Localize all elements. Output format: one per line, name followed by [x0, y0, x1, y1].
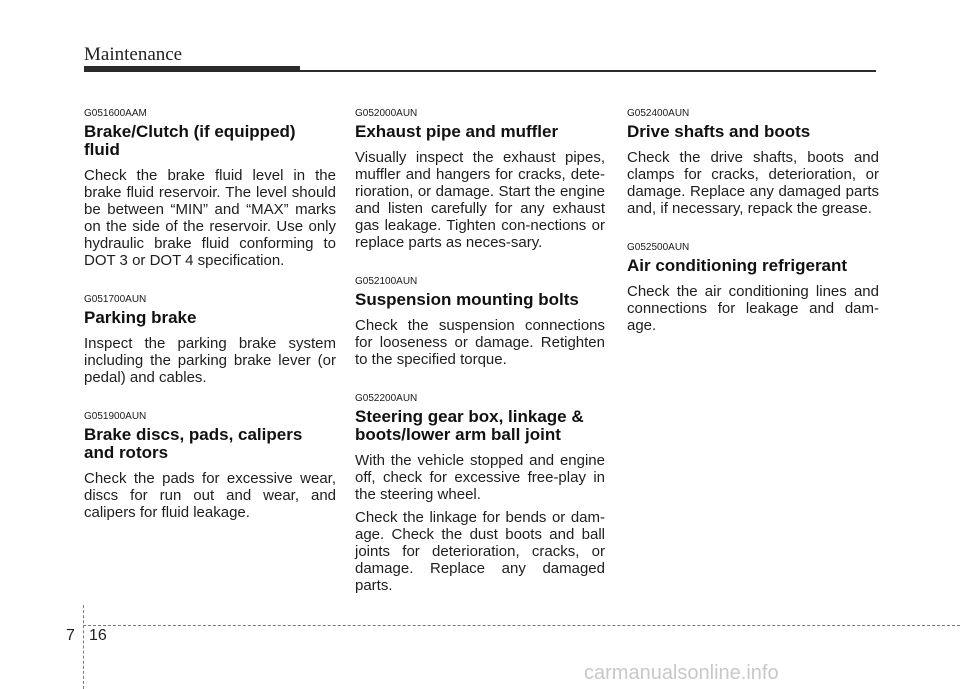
section-code: G051900AUN: [84, 411, 147, 422]
section-text: Check the suspension connections for looseness or damage. Retighten to the specified torque.: [355, 317, 605, 368]
section-steering: [355, 393, 605, 594]
section-title: Drive shafts and boots: [627, 122, 811, 141]
section-code: G051600AAM: [84, 108, 147, 119]
section-title: Exhaust pipe and muffler: [355, 122, 559, 141]
section-text: Check the air conditioning lines and connections for leakage and dam-age.: [627, 283, 879, 334]
section-code: G051700AUN: [84, 294, 147, 305]
page-header-title: Maintenance: [84, 44, 183, 65]
section-drive-shafts: [627, 108, 879, 217]
section-code: G052400AUN: [627, 108, 690, 119]
section-code: G052500AUN: [627, 242, 690, 253]
section-title: Brake/Clutch (if equipped) fluid: [84, 122, 296, 159]
section-text: Check the brake fluid level in the brake fluid reservoir. The level should be between “MIN” and “MAX” marks on the side of the reservoir. Use only hydraulic brake fluid conforming to DOT 3 or DOT 4 specification.: [84, 167, 336, 269]
section-text: Check the pads for excessive wear, discs for run out and wear, and calipers for fluid leakage.: [84, 470, 336, 521]
section-ac-refrigerant: [627, 242, 879, 334]
section-text: Visually inspect the exhaust pipes, muffler and hangers for cracks, dete-rioration, or damage. Start the engine and listen carefully for any exhaust gas leakage. Tighten con-nections or replace parts as neces-sary.: [355, 149, 605, 251]
column-1: [84, 108, 336, 535]
section-title: Brake discs, pads, calipers and rotors: [84, 425, 303, 462]
section-brake-fluid: [84, 108, 336, 269]
section-exhaust: [355, 108, 605, 251]
section-text: With the vehicle stopped and engine off, check for excessive free-play in the steering wheel.: [355, 452, 605, 503]
column-3: [627, 108, 879, 348]
header-rule-thick: [84, 66, 300, 72]
section-title: Steering gear box, linkage & boots/lower arm ball joint: [355, 407, 584, 444]
section-code: G052200AUN: [355, 393, 418, 404]
footer-rule: [83, 625, 960, 626]
column-2: [355, 108, 605, 608]
section-title: Air conditioning refrigerant: [627, 256, 848, 275]
section-title: Suspension mounting bolts: [355, 290, 579, 309]
section-text: Check the drive shafts, boots and clamps for cracks, deterioration, or damage. Replace any damaged parts and, if necessary, repack the grease.: [627, 149, 879, 217]
section-parking-brake: [84, 294, 336, 386]
chapter-number: 7: [66, 627, 75, 644]
section-brake-discs: [84, 411, 336, 521]
watermark: carmanualsonline.info: [584, 662, 779, 684]
footer-divider: [83, 605, 84, 689]
section-suspension: [355, 276, 605, 368]
section-code: G052000AUN: [355, 108, 418, 119]
page-number: 16: [89, 627, 107, 644]
section-title: Parking brake: [84, 308, 197, 327]
section-text: Inspect the parking brake system including the parking brake lever (or pedal) and cables.: [84, 335, 336, 386]
header-rule-thin: [300, 70, 876, 72]
section-code: G052100AUN: [355, 276, 418, 287]
section-text: Check the linkage for bends or dam-age. Check the dust boots and ball joints for deterioration, cracks, or damage. Replace any damaged parts.: [355, 509, 605, 594]
